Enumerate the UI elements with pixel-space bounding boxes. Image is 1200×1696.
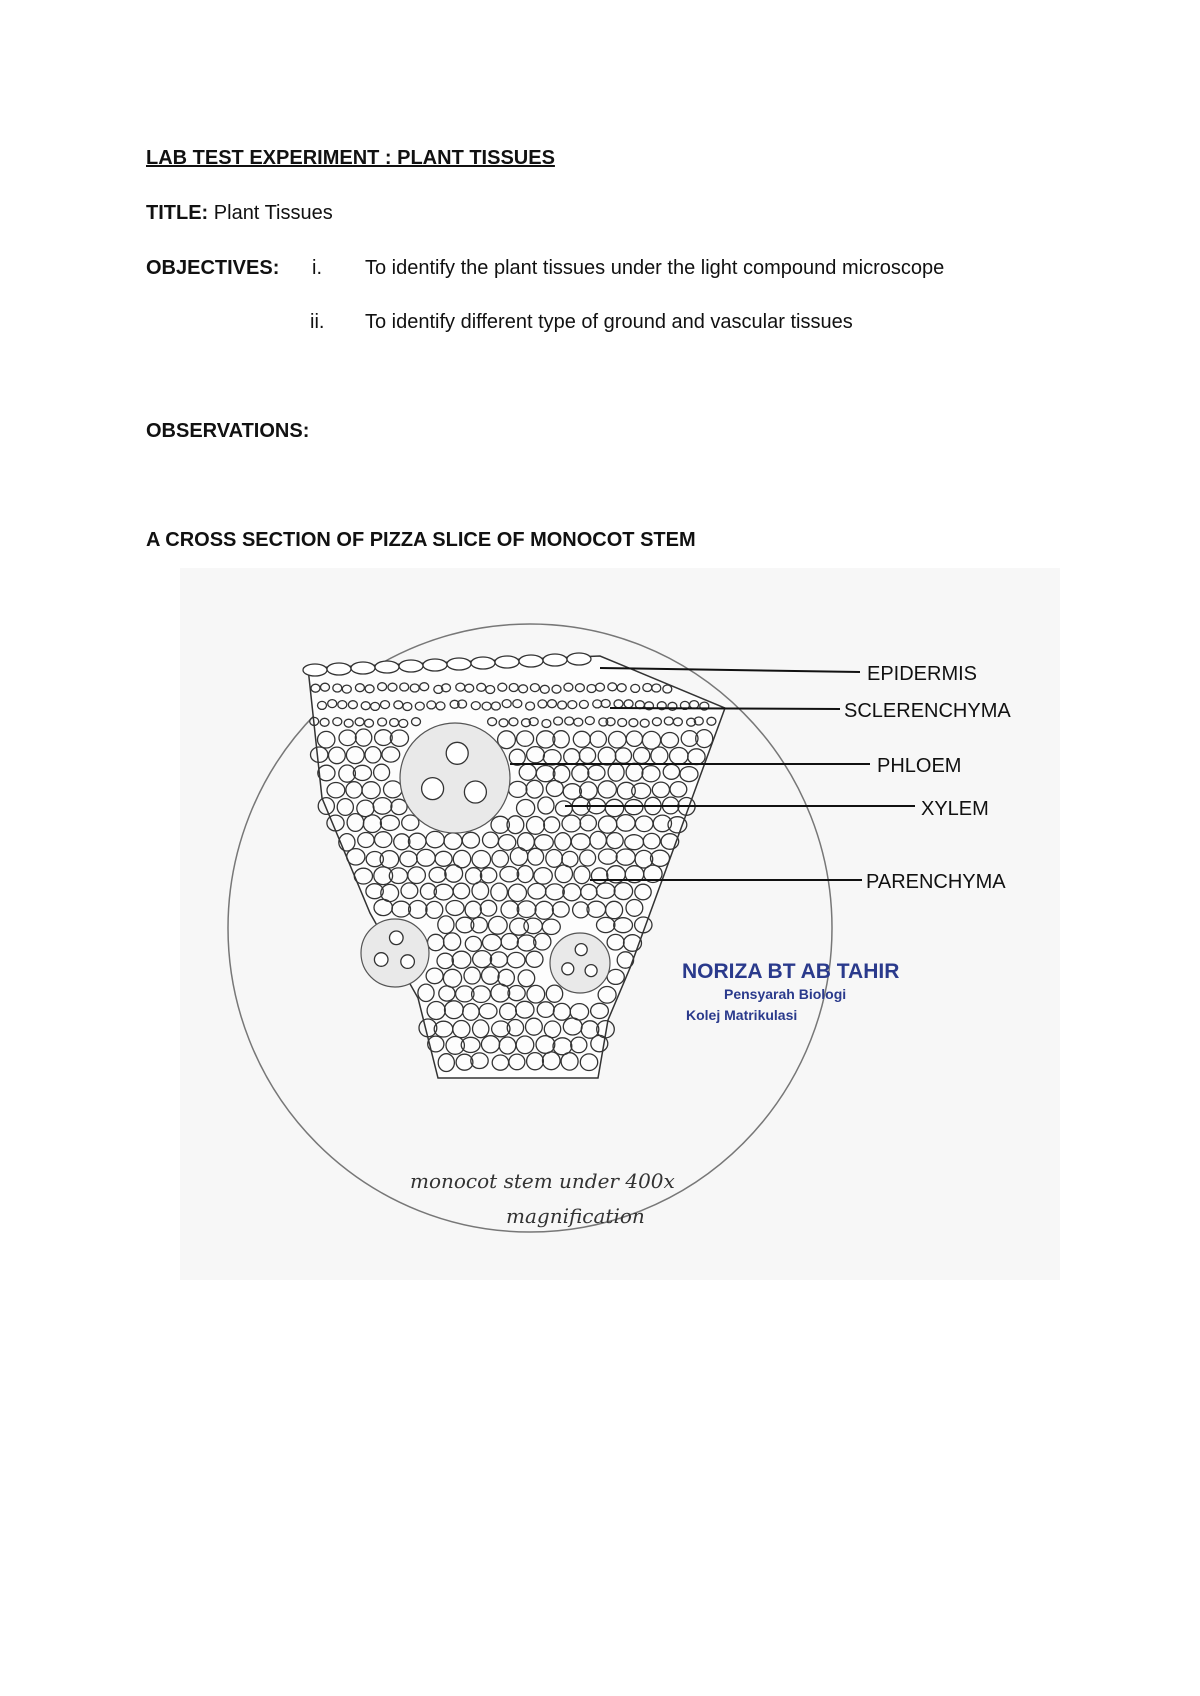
epidermis-cell (567, 653, 591, 665)
phloem-label: PHLOEM (877, 755, 962, 777)
epidermis-cell (375, 661, 399, 673)
observations-label: OBSERVATIONS: (146, 420, 310, 442)
monocot-stem-drawing (180, 568, 1060, 1280)
caption-line-1: monocot stem under 400x (410, 1169, 675, 1193)
epidermis-cell (303, 664, 327, 676)
stamp-name: NORIZA BT AB TAHIR (682, 960, 900, 983)
epidermis-cell (327, 663, 351, 675)
xylem-vessel (464, 781, 486, 803)
epidermis-cell (399, 660, 423, 672)
objective-number: i. (312, 257, 322, 279)
xylem-vessel (422, 778, 444, 800)
epidermis-cell (471, 657, 495, 669)
lab-heading: LAB TEST EXPERIMENT : PLANT TISSUES (146, 147, 555, 169)
xylem-vessel (401, 955, 415, 969)
title-label: TITLE: (146, 202, 209, 224)
epidermis-cell (423, 659, 447, 671)
figure-section-title: A CROSS SECTION OF PIZZA SLICE OF MONOCOT STEM (146, 529, 696, 551)
objective-number: ii. (310, 311, 325, 333)
xylem-vessel (446, 742, 468, 764)
title-row (146, 202, 333, 225)
sclerenchyma-label: SCLERENCHYMA (844, 700, 1011, 722)
epidermis-cell (543, 654, 567, 666)
vascular-bundle (361, 919, 429, 987)
epidermis-cell (447, 658, 471, 670)
title-value: Plant Tissues (213, 202, 333, 224)
stamp-college: Kolej Matrikulasi (686, 1007, 798, 1023)
parenchyma-label: PARENCHYMA (866, 871, 1006, 893)
xylem-vessel (562, 963, 574, 975)
objectives-label: OBJECTIVES: (146, 257, 280, 279)
xylem-vessel (374, 953, 388, 967)
vascular-bundle (550, 933, 610, 993)
epidermis-cell (519, 655, 543, 667)
epidermis-cell (495, 656, 519, 668)
vascular-bundle (400, 723, 510, 833)
stamp-title: Pensyarah Biologi (724, 986, 847, 1002)
epidermis-label: EPIDERMIS (867, 663, 978, 685)
xylem-vessel (390, 931, 404, 945)
caption-line-2: magnification (506, 1204, 645, 1228)
xylem-vessel (575, 944, 587, 956)
xylem-label: XYLEM (921, 798, 989, 820)
objective-text: To identify the plant tissues under the light compound microscope (365, 257, 945, 279)
epidermis-cell (351, 662, 375, 674)
objective-text: To identify different type of ground and vascular tissues (365, 311, 853, 333)
sclerenchyma-pointer (610, 708, 840, 709)
xylem-vessel (585, 965, 597, 977)
